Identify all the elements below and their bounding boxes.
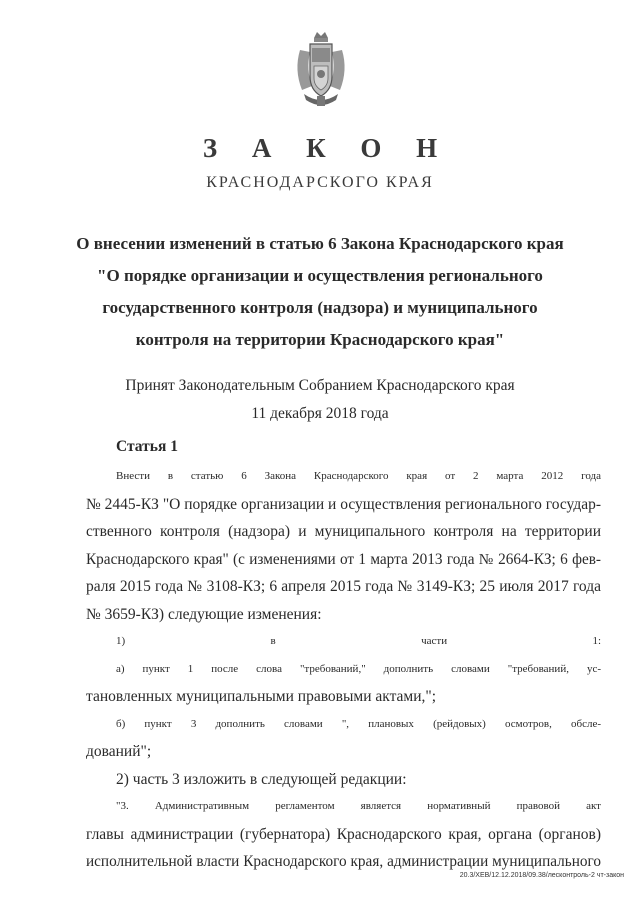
heading-line: государственного контроля (надзора) и муниципального [102,298,538,317]
body-line: главы администрации (губернатора) Краснодарского края, органа (органов) [86,825,601,843]
body-line: № 3659-КЗ) следующие изменения: [86,605,322,623]
law-heading [60,228,580,356]
footer-reference: 20.3/ХЕВ/12.12.2018/09.38/лесконтроль-2 чт-закон [459,872,624,879]
heading-line: "О порядке организации и осуществления регионального [97,266,543,285]
body-line: раля 2015 года № 3108-КЗ; 6 апреля 2015 года № 3149-КЗ; 25 июля 2017 года [86,578,601,595]
body-line: ственного контроля (надзора) и муниципального контроля на территории [86,523,601,540]
body-line: Внести в статью 6 Закона Краснодарского края от 2 марта 2012 года [116,470,601,482]
body-line: дований"; [86,743,152,760]
adoption-info [0,372,640,428]
heading-line: О внесении изменений в статью 6 Закона Краснодарского края [76,234,564,253]
heading-line: контроля на территории Краснодарского края" [135,330,505,349]
document-type-title: З А К О Н [202,133,452,163]
body-line: "3. Административным регламентом является нормативный правовой акт [116,800,601,812]
article-body [86,463,601,876]
body-line: 2) часть 3 изложить в следующей редакции: [116,770,407,788]
adoption-date: 11 декабря 2018 года [251,405,389,422]
body-line: Краснодарского края" (с изменениями от 1 марта 2013 года № 2664-КЗ; 6 фев- [86,550,601,568]
body-line: 1) в части 1: [116,635,601,647]
body-line: тановленных муниципальными правовыми актами,"; [86,688,437,705]
body-line: № 2445-КЗ "О порядке организации и осуществления регионального государ- [86,495,601,513]
article-title: Статья 1 [116,438,178,455]
adoption-line: Принят Законодательным Собранием Краснодарского края [125,377,515,394]
body-line: б) пункт 3 дополнить словами ", плановых (рейдовых) осмотров, обсле- [116,717,601,730]
document-issuer-subtitle: КРАСНОДАРСКОГО КРАЯ [206,174,434,191]
body-line: а) пункт 1 после слова "требований," дополнить словами "требований, ус- [116,662,601,675]
body-line: исполнительной власти Краснодарского края, администрации муниципального [86,853,601,870]
coat-of-arms-icon [292,30,350,108]
